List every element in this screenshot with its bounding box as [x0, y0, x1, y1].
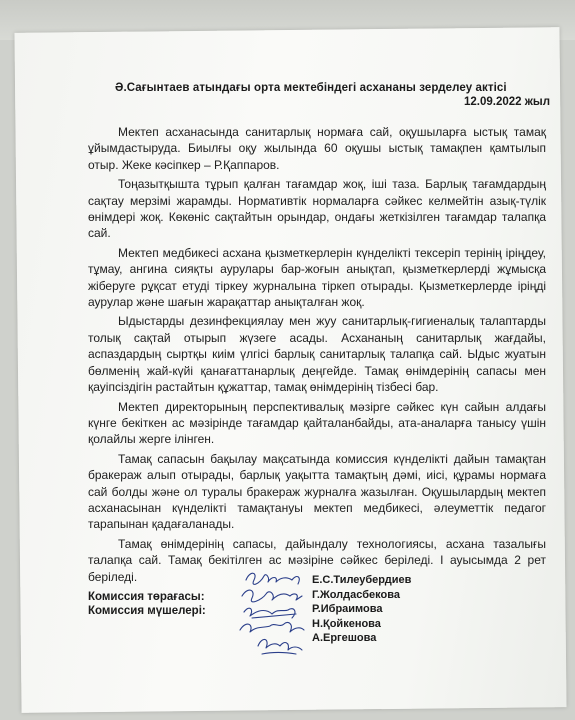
- commission-name: Р.Ибраимова: [312, 603, 383, 616]
- commission-members-label: Комиссия мүшелері:: [88, 605, 206, 617]
- commission-name: Н.Қойкенова: [312, 617, 381, 630]
- signature-5: [258, 639, 302, 654]
- signature-1: [246, 573, 299, 584]
- signature-4: [240, 622, 304, 632]
- commission-chair-label: Комиссия төрағасы:: [88, 591, 205, 603]
- commission-name: Г.Жолдасбекова: [312, 588, 400, 601]
- paragraph: Ыдыстарды дезинфекциялау мен жуу санитарлық-гигиеналық талаптарды толық сақтай отырып жүзеге асады. Асхананың санитарлық жағдайы, аспаздардың сыртқы киім үлгісі барлық санитарлық талапқа сай. Ыдыс жуатын бөлменің жай-күйі қанағаттанарлық деңгейде. Тамақ өнімдерінің сапасы мен қауіпсіздігін растайтын құжаттар, тамақ өнімдерінің тізбесі бар.: [88, 314, 546, 395]
- commission-name: Е.С.Тилеубердиев: [312, 574, 412, 586]
- handwritten-signatures: [232, 566, 314, 662]
- signature-2: [242, 590, 302, 602]
- commission-names: [312, 573, 512, 646]
- commission-name: А.Ергешова: [312, 632, 377, 645]
- document-body: [88, 124, 546, 588]
- paragraph: Тоңазытқышта тұрып қалған тағамдар жоқ, іші таза. Барлық тағамдардың сақтау мерзімі жарамды. Нормативтік нормаларға сәйкес келмейтін азық-түлік өнімдері жоқ. Көкөніс сақтайтын орындар, ондағы жеткізілген тағамдар талапқа сай.: [88, 177, 546, 241]
- document-title: Ә.Сағынтаев атындағы орта мектебіндегі асхананы зерделеу актісі: [115, 82, 507, 94]
- paragraph: Мектеп асханасында санитарлық нормаға сай, оқушыларға ыстық тамақ ұйымдастыруда. Биылғы оқу жылында 60 оқушы ыстық тамақпен қамтылып отыр. Жеке кәсіпкер – Р.Қаппаров.: [88, 125, 546, 172]
- paragraph: Мектеп директорының перспективалық мәзірге сәйкес күн сайын алдағы күнге бекіткен ас мәзірінде тағамдар қайталанбайды, ата-аналарға танысу үшін қолайлы жерге ілінген.: [88, 399, 546, 447]
- paragraph: Тамақ сапасын бақылау мақсатында комиссия күнделікті дайын тамақтан бракераж алып отырады, барлық уақытта тамақтың дәмі, иісі, құрамы нормаға сай болды және ол туралы бракераж журналға жазылған. Оқушылардың мектеп асханасынан күнделікті тамақтануы мектеп медбикесі, әлеуметтік педагог тарапынан қадағаланады.: [88, 451, 546, 532]
- signature-3: [244, 608, 296, 618]
- paragraph: Мектеп медбикесі асхана қызметкерлерін күнделікті тексеріп терінің іріңдеу, тұмау, ангина сияқты аурулары бар-жоғын анықтап, қызметкерлерді жұмысқа жіберуге рұқсат етуді тіркеу журналына тіркеп отырады. Қызметкерлерде іріңді аурулар және шағын жарақаттар анықталған жоқ.: [88, 245, 546, 310]
- document-date: 12.09.2022 жыл: [463, 96, 550, 108]
- paragraph: Тамақ өнімдерінің сапасы, дайындалу технологиясы, асхана тазалығы талапқа сай. Тамақ бекітілген ас мәзіріне сәйкес беріледі. І ауысымда 2 рет беріледі.: [88, 536, 546, 584]
